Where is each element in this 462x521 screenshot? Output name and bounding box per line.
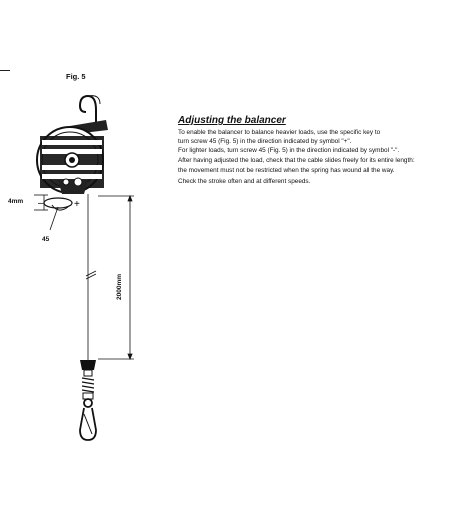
plus-symbol: + bbox=[74, 199, 80, 210]
figure-label: Fig. 5 bbox=[66, 72, 86, 81]
paragraph-line-1: To enable the balancer to balance heavier loads, use the specific key to bbox=[178, 129, 381, 136]
cable bbox=[86, 194, 96, 362]
paragraph-line-5: the movement must not be restricted when the spring has wound all the way. bbox=[178, 167, 395, 174]
hook-icon bbox=[80, 96, 100, 126]
paragraph-line-2: turn screw 45 (Fig. 5) in the direction indicated by symbol "+". bbox=[178, 138, 352, 145]
minus-symbol: – bbox=[38, 198, 44, 209]
screw-leader-line bbox=[50, 207, 58, 230]
paragraph-line-4: After having adjusted the load, check that the cable slides freely for its entire length: bbox=[178, 157, 415, 164]
stroke-length-label: 2000mm bbox=[116, 273, 123, 300]
balancer-body bbox=[37, 120, 108, 194]
snap-hook-icon bbox=[80, 399, 96, 440]
cable-stop bbox=[80, 360, 96, 399]
screw-number-label: 45 bbox=[42, 236, 50, 243]
paragraph-line-3: For lighter loads, turn screw 45 (Fig. 5) in the direction indicated by symbol "-". bbox=[178, 147, 400, 154]
dimension-4mm-label: 4mm bbox=[8, 198, 24, 205]
paragraph-line-6: Check the stroke often and at different speeds. bbox=[178, 178, 311, 185]
section-title: Adjusting the balancer bbox=[178, 115, 286, 126]
